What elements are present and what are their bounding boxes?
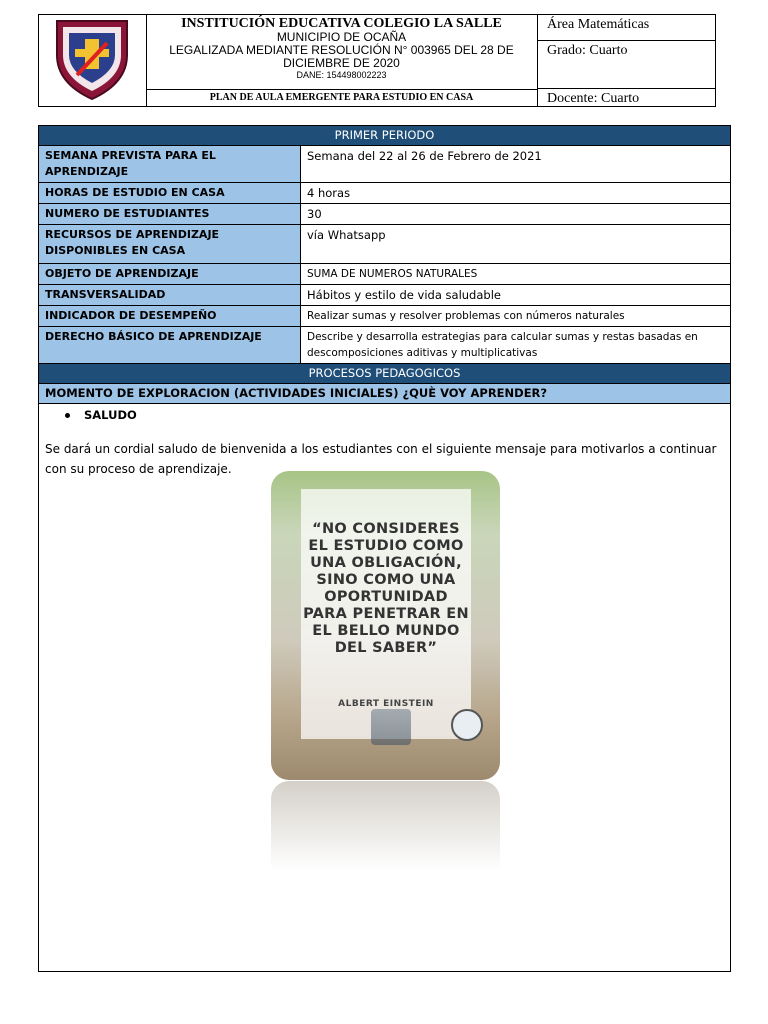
row-label: SEMANA PREVISTA PARA EL APRENDIZAJE — [39, 146, 301, 182]
intro-paragraph: Se dará un cordial saludo de bienvenida a los estudiantes con el siguiente mensaje para motivarlos a continuar con su proceso de aprendizaje. — [45, 442, 717, 476]
grade-field: Grado: Cuarto — [537, 41, 715, 89]
dane-code: DANE: 154498002223 — [296, 70, 387, 80]
row-value: SUMA DE NUMEROS NATURALES — [307, 268, 478, 280]
period-title: PRIMER PERIODO — [39, 126, 730, 146]
school-logo — [39, 15, 146, 106]
row-value: 4 horas — [307, 186, 351, 200]
plan-title: PLAN DE AULA EMERGENTE PARA ESTUDIO EN CASA — [146, 89, 537, 106]
row-value: Realizar sumas y resolver problemas con números naturales — [307, 310, 625, 322]
bullet-icon — [65, 413, 70, 418]
table-row — [39, 264, 730, 285]
quote-text: “NO CONSIDERES EL ESTUDIO COMO UNA OBLIGACIÓN, SINO COMO UNA OPORTUNIDAD PARA PENETRAR EN EL BELLO MUNDO DEL SABER” — [303, 521, 469, 656]
document-header — [38, 14, 716, 107]
table-row — [39, 306, 730, 327]
table-row — [39, 183, 730, 204]
institution-name: INSTITUCIÓN EDUCATIVA COLEGIO LA SALLE — [181, 16, 502, 31]
row-label: TRANSVERSALIDAD — [39, 285, 301, 305]
table-row — [39, 225, 730, 264]
processes-title: PROCESOS PEDAGOGICOS — [39, 364, 730, 384]
area-field: Área Matemáticas — [537, 15, 715, 41]
table-row — [39, 146, 730, 183]
lesson-plan-table — [38, 125, 731, 972]
bullet-item — [39, 404, 730, 422]
row-value: 30 — [307, 207, 322, 221]
logo-cell — [39, 15, 147, 106]
row-value: Semana del 22 al 26 de Febrero de 2021 — [307, 149, 542, 163]
brain-icon — [451, 709, 483, 741]
quote-author: ALBERT EINSTEIN — [338, 699, 434, 709]
row-label: INDICADOR DE DESEMPEÑO — [39, 306, 301, 326]
institution-info — [146, 15, 538, 106]
table-row — [39, 285, 730, 306]
course-info — [537, 15, 715, 106]
row-label: OBJETO DE APRENDIZAJE — [39, 264, 301, 284]
table-row — [39, 327, 730, 364]
moment-title: MOMENTO DE EXPLORACION (ACTIVIDADES INICIALES) ¿QUÈ VOY APRENDER? — [39, 384, 730, 404]
municipality: MUNICIPIO DE OCAÑA — [276, 30, 407, 44]
row-label: RECURSOS DE APRENDIZAJE DISPONIBLES EN CASA — [39, 225, 301, 263]
row-label: DERECHO BÁSICO DE APRENDIZAJE — [39, 327, 301, 363]
bullet-text: SALUDO — [84, 408, 137, 422]
legalization: LEGALIZADA MEDIANTE RESOLUCIÓN N° 003965 DEL 28 DE DICIEMBRE DE 2020 — [169, 43, 514, 70]
row-value: vía Whatsapp — [307, 228, 386, 242]
table-row — [39, 204, 730, 225]
row-label: HORAS DE ESTUDIO EN CASA — [39, 183, 301, 203]
teacher-field: Docente: Cuarto — [547, 91, 640, 106]
row-value: Describe y desarrolla estrategias para calcular sumas y restas basadas en descomposiciones aditivas y multiplicativas — [307, 331, 698, 359]
walking-legs-image — [371, 709, 411, 745]
row-value: Hábitos y estilo de vida saludable — [307, 288, 501, 302]
quote-image — [271, 471, 500, 780]
row-label: NUMERO DE ESTUDIANTES — [39, 204, 301, 224]
quote-reflection — [271, 781, 500, 871]
